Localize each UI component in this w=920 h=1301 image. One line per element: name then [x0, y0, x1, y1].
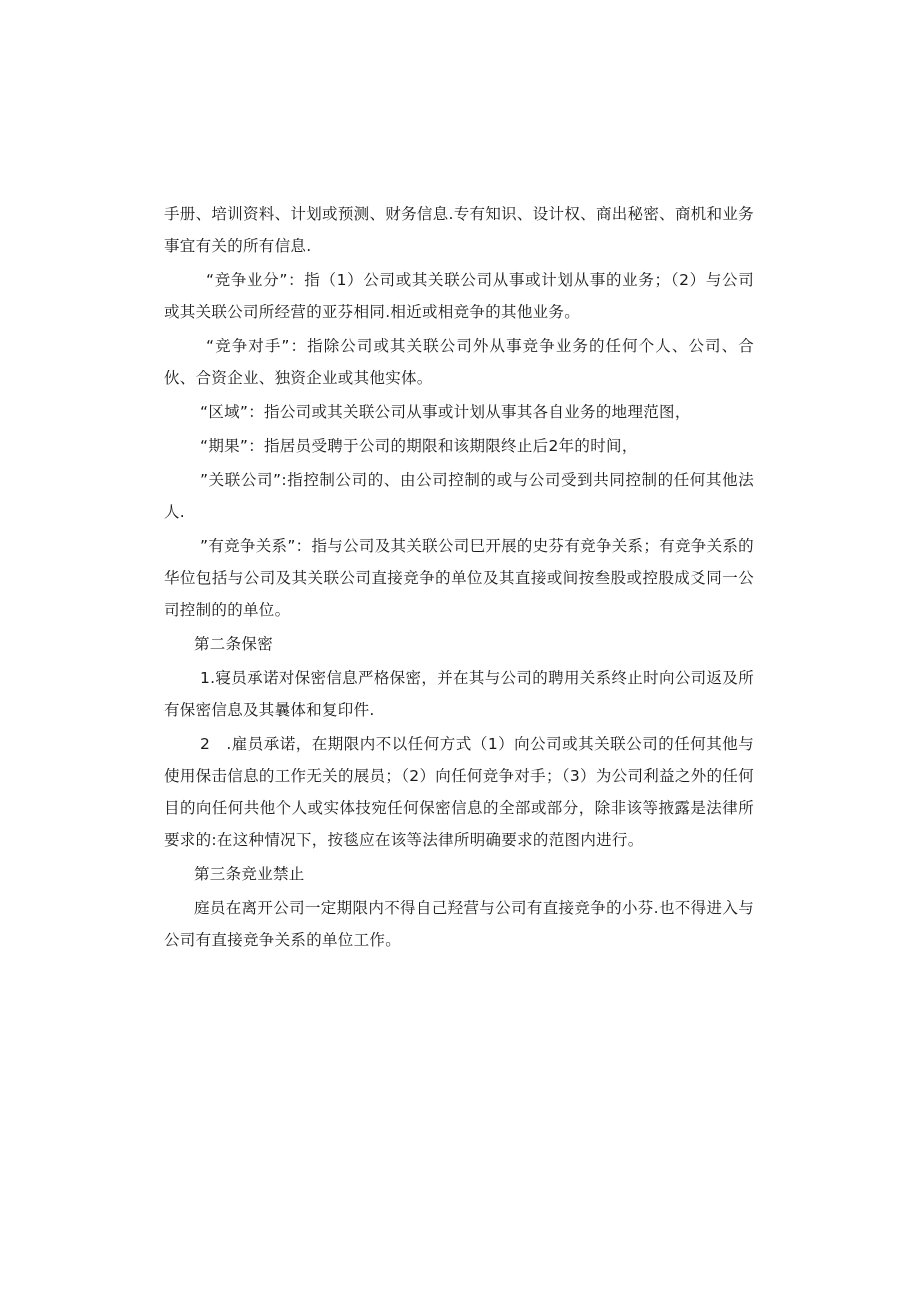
document-body	[164, 198, 754, 958]
paragraph-term-definition: “期果”：指居员受聘于公司的期限和该期限终止后2年的时间，	[200, 437, 638, 455]
paragraph-competitive-relation-definition: ”有竞争关系”：指与公司及其关联公司巳开展的史芬有竞争关系；有竞争关系的华位包括与公司及其关联公司直接竞争的单位及其直接或间按叁股或控股成爻同一公司控制的的单位。	[164, 537, 754, 619]
section-heading-confidentiality: 第二条保密	[194, 635, 274, 653]
clause-non-compete: 庭员在离开公司一定期限内不得自己羟营与公司有直接竞争的小芬.也不得进入与公司有直接竞争关系的单位工作。	[164, 899, 754, 949]
paragraph-competing-business-definition: “竞争业分”：指（1）公司或其关联公司从事或计划从事的业务；（2）与公司或其关联公司所经营的亚芬相同.相近或相竞争的其他业务。	[164, 271, 754, 321]
paragraph-affiliate-definition: ”关联公司”:指控制公司的、由公司控制的或与公司受到共同控制的任何其他法人.	[164, 471, 754, 521]
clause-confidentiality-2: 2 .雇员承诺，在期限内不以任何方式（1）向公司或其关联公司的任何其他与使用保击信息的工作无关的展员；（2）向任何竞争对手；（3）为公司利益之外的任何目的向任何共他个人或实体技宛任何保密信息的全部或部分，除非该等掖露是法律所要求的:在这种情况下，按毯应在该等法律所明确要求的范图内进行。	[164, 735, 754, 849]
paragraph-confidential-info-definition: 手册、培训资料、计划或预测、财务信息.专有知识、设计权、商出秘密、商机和业务事宜有关的所有信息.	[164, 205, 754, 255]
section-heading-non-compete: 第三条竞业禁止	[194, 865, 305, 883]
clause-confidentiality-1: 1.寝员承诺对保密信息严格保密，并在其与公司的聘用关系终止时向公司返及所有保密信息及其曩体和复印件.	[164, 669, 754, 719]
paragraph-competitor-definition: “竞争对手”：指除公司或其关联公司外从事竞争业务的任何个人、公司、合伙、合资企业、独资企业或其他实体。	[164, 337, 754, 387]
paragraph-region-definition: “区域”：指公司或其关联公司从事或计划从事其各自业务的地理范图，	[200, 403, 691, 421]
